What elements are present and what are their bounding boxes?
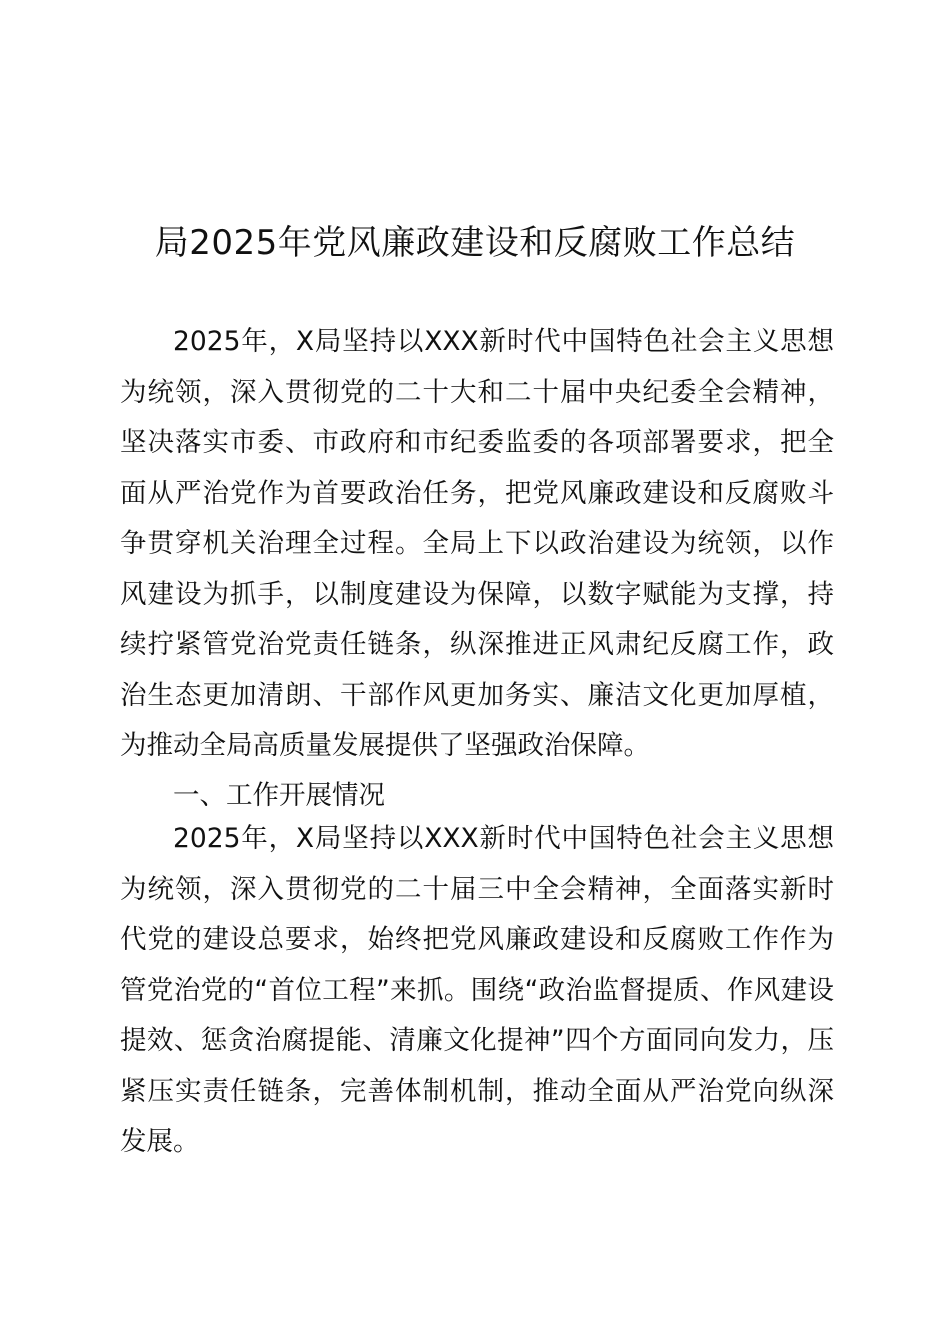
section-heading: 一、工作开展情况 [173,780,385,811]
document-title: 局2025年党风廉政建设和反腐败工作总结 [154,223,796,263]
section-paragraph: 2025年，X局坚持以XXX新时代中国特色社会主义思想为统领，深入贯彻党的二十届三中全会精神，全面落实新时代党的建设总要求，始终把党风廉政建设和反腐败工作作为管党治党的“首位工程”来抓。围绕“政治监督提质、作风建设提效、惩贪治腐提能、清廉文化提神”四个方面同向发力，压紧压实责任链条，完善体制机制，推动全面从严治党向纵深发展。 [120,823,834,1157]
intro-paragraph: 2025年，X局坚持以XXX新时代中国特色社会主义思想为统领，深入贯彻党的二十大和二十届中央纪委全会精神，坚决落实市委、市政府和市纪委监委的各项部署要求，把全面从严治党作为首要政治任务，把党风廉政建设和反腐败斗争贯穿机关治理全过程。全局上下以政治建设为统领，以作风建设为抓手，以制度建设为保障，以数字赋能为支撑，持续拧紧管党治党责任链条，纵深推进正风肃纪反腐工作，政治生态更加清朗、干部作风更加务实、廉洁文化更加厚植，为推动全局高质量发展提供了坚强政治保障。 [120,326,834,761]
